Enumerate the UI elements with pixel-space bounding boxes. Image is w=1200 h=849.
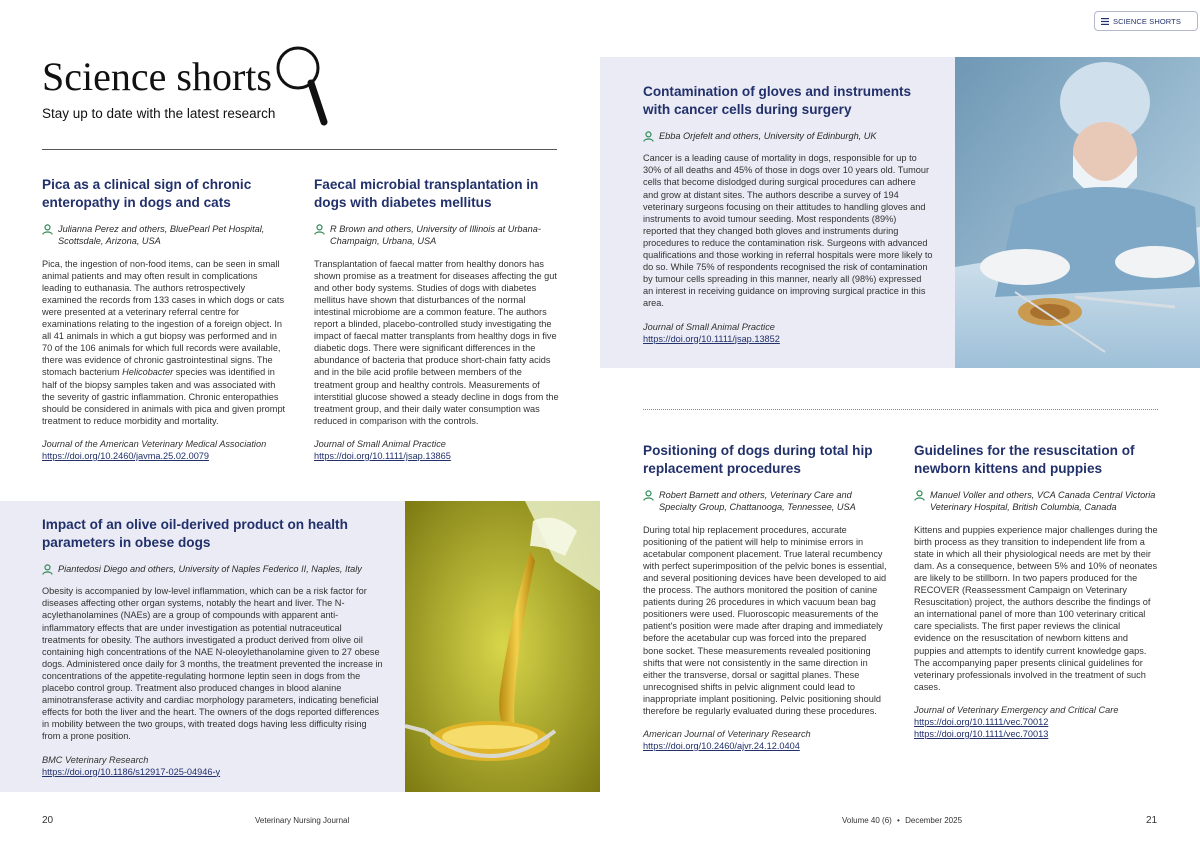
article-title: Pica as a clinical sign of chronic enteropathy in dogs and cats [42,177,252,210]
footer-publication: Veterinary Nursing Journal [255,816,350,825]
masthead-title: Science shorts [42,54,272,99]
article-title: Contamination of gloves and instruments with cancer cells during surgery [643,84,912,117]
article-body: Transplantation of faecal matter from healthy donors has shown promise as a treatment for diseases affecting the gut and other body systems. Studies of dogs with diabetes mellitus have shown that disturbances of the normal intestinal microbiome are a common feature. The authors report a blinded, placebo-controlled study investigating the impact of faecal matter transplants from healthy dogs in five diabetic dogs. There were significant differences in the abundance of bacteria that produce short-chain fatty acids and in the bile acid profile between members of the treatment group and healthy controls. Measurements of interstitial glucose showed a steady decline in dogs from the treatment group, and their daily water consumption was reduced in comparison with the controls. [314,258,559,426]
article-resus [914,442,1159,740]
person-icon [42,563,55,575]
article-author: Piantedosi Diego and others, University of Naples Federico II, Naples, Italy [42,563,384,575]
olive-oil-photo [405,501,600,792]
article-doi-link[interactable]: https://doi.org/10.1186/s12917-025-04946-y [42,766,221,777]
footer-issue [842,816,962,825]
article-pica [42,176,287,462]
article-doi-link[interactable]: https://doi.org/10.1111/jsap.13852 [643,333,780,344]
section-tag [1094,11,1198,31]
article-journal: Journal of the American Veterinary Medical Association [42,438,267,449]
person-icon [643,130,656,142]
article-olive [42,516,384,778]
article-gloves [643,83,933,345]
section-tag-label: SCIENCE SHORTS [1113,16,1181,26]
article-hip [643,442,888,752]
article-body: Cancer is a leading cause of mortality in dogs, responsible for up to 30% of all deaths and 45% of those in dogs over 10 years old. Tumour cells that become dislodged during surgical procedures can adhere and grow at distant sites. The authors describe a survey of 194 veterinary surgeons focusing on their attitudes to handling gloves and instruments to avoid tumour seeding. Most respondents (89%) reported that they changed both gloves and instruments during procedures to reduce the contamination risk. Surgeons with advanced qualifications and those working in referral hospitals were more likely to do so. While 75% of respondents recognised the risk of contamination by tumour cells spreading in this manner, nearly all (98%) expressed an interest in receiving guidance on improving surgical practice in this area. [643,153,933,309]
article-doi-link[interactable]: https://doi.org/10.2460/ajvr.24.12.0404 [643,741,800,752]
article-journal: American Journal of Veterinary Research [643,729,811,740]
person-icon [914,489,927,514]
dotted-divider [643,409,1158,410]
article-doi-link[interactable]: https://doi.org/10.1111/vec.70012 [914,716,1049,727]
article-title: Faecal microbial transplantation in dogs with diabetes mellitus [314,177,539,210]
list-icon [1101,12,1109,30]
article-author: Ebba Orjefelt and others, University of Edinburgh, UK [643,130,933,142]
article-journal: Journal of Small Animal Practice [643,321,775,332]
footer-right-page-number: 21 [1146,815,1158,826]
article-author: Robert Barnett and others, Veterinary Care and Specialty Group, Chattanooga, Tennessee, USA [643,489,888,514]
footer-left-page-number: 20 [42,815,54,826]
surgery-photo [955,57,1200,368]
article-title: Impact of an olive oil-derived product on health parameters in obese dogs [42,517,348,550]
article-journal: Journal of Veterinary Emergency and Critical Care [914,704,1119,715]
article-title: Positioning of dogs during total hip replacement procedures [643,443,873,476]
footer-separator: • [897,816,900,825]
article-faecal [314,176,559,462]
person-icon [42,223,55,248]
article-author: R Brown and others, University of Illinois at Urbana-Champaign, Urbana, USA [314,223,559,248]
article-body: Obesity is accompanied by low-level inflammation, which can be a risk factor for diseases affecting other organ systems, notably the heart and liver. The N-acylethanolamines (NAEs) are a group of compounds with apparent anti-inflammatory effects that are under investigation as potential nutraceutical treatments for obesity. The authors investigated a product derived from olive oil containing high concentrations of the NAE N-oleoylethanolamine given to 27 obese dogs. Administered once daily for 3 months, the treatment prevented the increase in concentrations of the appetite-regulating hormone leptin seen in dogs from the placebo control group. Treatment also produced changes in blood alanine aminotransferase activity and cardiac morphology parameters, indicating beneficial effects for both the liver and the heart. The owners of the dogs reported differences in mobility between the two groups, with treated dogs having less difficulty rising from a prone position. [42,586,383,742]
article-doi-link[interactable]: https://doi.org/10.1111/jsap.13865 [314,450,451,461]
article-author: Manuel Voller and others, VCA Canada Central Victoria Veterinary Hospital, British Columbia, Canada [914,489,1159,514]
masthead-subtitle: Stay up to date with the latest research [42,106,276,121]
article-title: Guidelines for the resuscitation of newborn kittens and puppies [914,443,1135,476]
footer-date: December 2025 [905,816,963,825]
person-icon [314,223,327,248]
article-journal: BMC Veterinary Research [42,754,149,765]
masthead-divider [42,149,557,150]
article-journal: Journal of Small Animal Practice [314,438,446,449]
article-doi-link[interactable]: https://doi.org/10.2460/javma.25.02.0079 [42,450,210,461]
person-icon [643,489,656,514]
magnifier-icon [272,44,330,126]
article-body: Pica, the ingestion of non-food items, can be seen in small animal patients and may often result in complications leading to euthanasia. The authors retrospectively examined the records from 133 cases in which dogs or cats were presented at a veterinary referral centre for examinations relating to the ingestion of a foreign object. In all 41 animals in which a gut biopsy was performed and in 70 of the 106 animals for which full records were available, there was evidence of chronic gastrointestinal signs. The stomach bacterium Helicobacter species was identified in half of the biopsy samples taken and was associated with the severity of gastric inflammation. Chronic enteropathies should be considered in animals with pica and given prompt treatment to reduce morbidity and mortality. [42,258,286,426]
article-doi-link-2[interactable]: https://doi.org/10.1111/vec.70013 [914,728,1049,739]
article-author: Julianna Perez and others, BluePearl Pet Hospital, Scottsdale, Arizona, USA [42,223,287,248]
article-body: Kittens and puppies experience major challenges during the birth process as they transition to independent life from a state in which all their physiological needs are met by their dam. As a consequence, between 5% and 10% of neonates are likely to be stillborn. In two papers produced for the RECOVER (Reassessment Campaign on Veterinary Resuscitation) project, the authors describe the findings of an international panel of more than 100 veterinary critical care specialists. The first paper reviews the clinical evidence on the resuscitation of newborn kittens and puppies and attempts to identify current knowledge gaps. The accompanying paper presents clinical guidelines for veterinary professionals involved in the treatment of such cases. [914,524,1158,692]
article-body: During total hip replacement procedures, accurate positioning of the patient will help to minimise errors in acetabular component placement. True lateral recumbency with perfect superimposition of the pelvic bones is essential, and several positioning devices have been developed to aid the process. The authors monitored the position of canine patients during 26 procedures in which vacuum bean bag positioners were used. Fluoroscopic measurements of the patient's position were made after draping and immediately before the acetabular cup was forced into the prepared bone socket. These measurements revealed positioning shifts that were not consistently in the same direction in either the transverse, dorsal or sagittal planes. These unrecognised shifts in pelvic alignment could lead to inappropriate implant positioning. Pelvic positioning should therefore be regularly evaluated during these procedures. [643,524,887,716]
footer-volume: Volume 40 (6) [842,816,892,825]
